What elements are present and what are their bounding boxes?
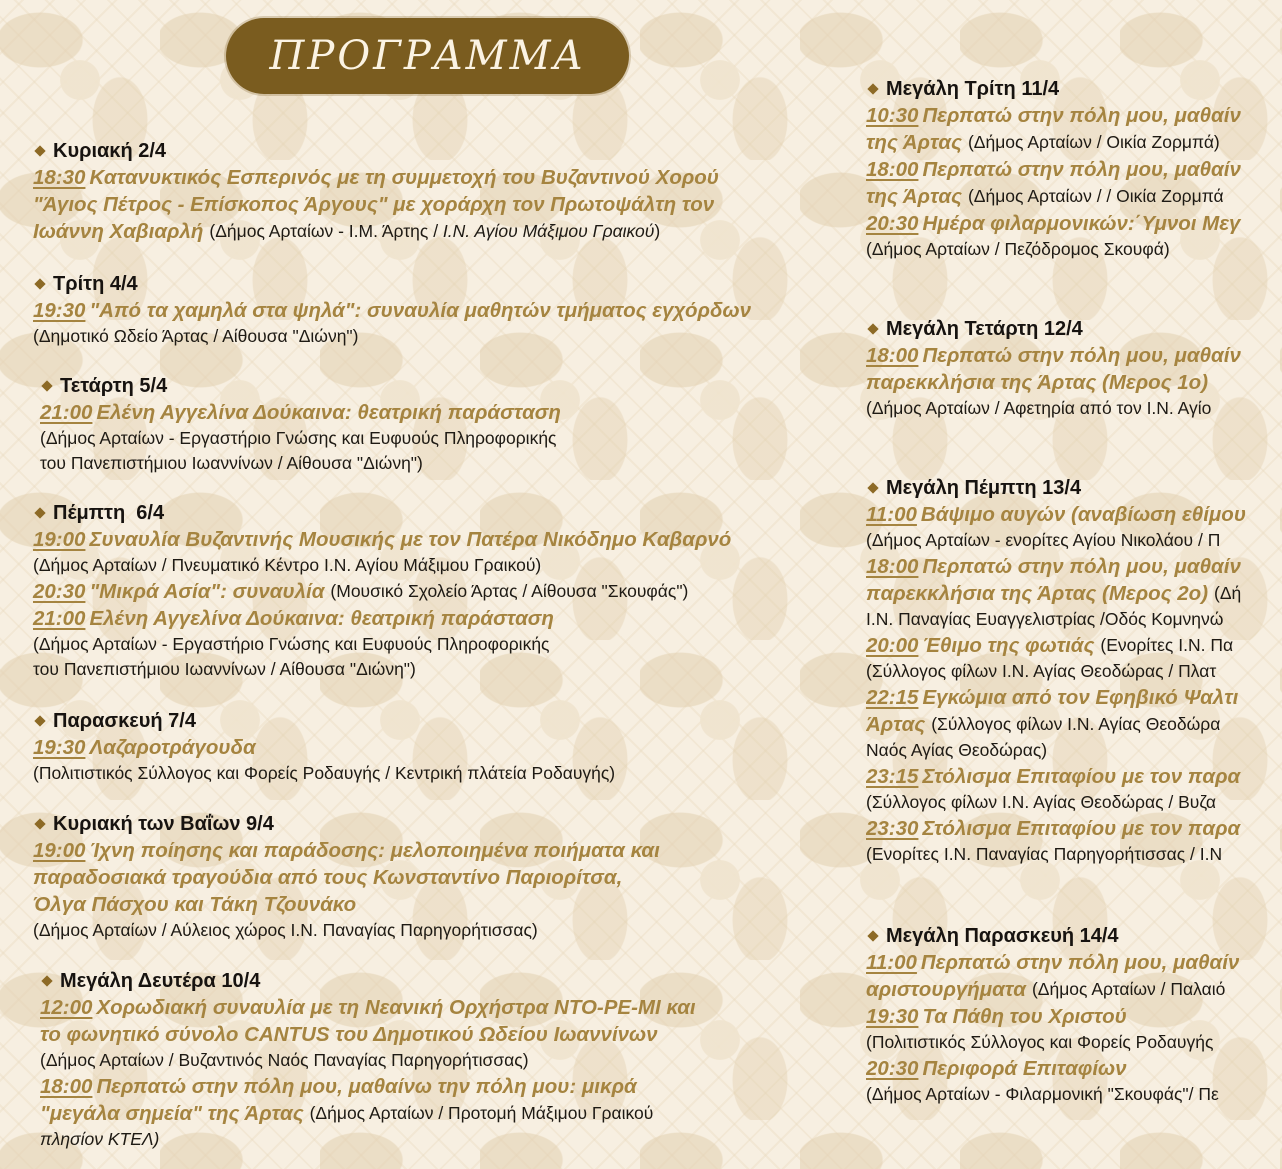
event-organizer-line xyxy=(866,237,1241,262)
day-holy-friday-14-4 xyxy=(866,923,1239,1107)
event-line xyxy=(866,632,1246,659)
event-time: 18:30 xyxy=(33,165,86,189)
day-header xyxy=(33,500,731,526)
event-organizer-line xyxy=(40,1048,696,1073)
day-title: Μεγάλη Τρίτη 11/4 xyxy=(886,77,1060,100)
day-header xyxy=(40,373,561,399)
day-title: Τετάρτη 5/4 xyxy=(60,374,168,397)
event-title: Στόλισμα Επιταφίου με τον παρα xyxy=(922,816,1241,840)
event-organizer: (Δήμος Αρταίων / Παλαιό xyxy=(1031,979,1226,999)
day-title: Μεγάλη Τετάρτη 12/4 xyxy=(886,317,1083,340)
event-line xyxy=(866,129,1241,156)
event-time: 23:15 xyxy=(866,764,919,788)
event-organizer: (Δήμος Αρταίων - Φιλαρμονική "Σκουφάς"/ Πε xyxy=(866,1084,1219,1104)
event-title-cont: Άρτας xyxy=(866,712,926,736)
event-title: Περιφορά Επιταφίων xyxy=(922,1056,1127,1080)
day-header xyxy=(33,708,615,734)
event-line xyxy=(33,891,660,918)
event-organizer: (Δήμος Αρταίων - Εργαστήριο Γνώσης και Ευφυούς Πληροφορικής xyxy=(40,428,557,448)
event-organizer: (Δήμος Αρταίων / Πνευματικό Κέντρο Ι.Ν. Αγίου Μάξιμου Γραικού) xyxy=(33,555,542,575)
event-line xyxy=(866,949,1239,976)
event-organizer: (Δήμος Αρταίων / Αφετηρία από τον Ι.Ν. Αγίο xyxy=(866,398,1212,418)
event-organizer: πλησίον ΚΤΕΛ) xyxy=(40,1129,160,1149)
day-friday-7-4 xyxy=(33,708,615,786)
event-line xyxy=(866,1003,1239,1030)
event-organizer: (Ενορίτες Ι.Ν. Πα xyxy=(1100,635,1234,655)
event-time: 18:00 xyxy=(866,554,919,578)
event-organizer-line xyxy=(33,761,615,786)
event-organizer-line xyxy=(866,1030,1239,1055)
event-title-cont: παρεκκλήσια της Άρτας (Μερος 2ο) xyxy=(866,581,1209,605)
day-header xyxy=(40,968,696,994)
event-line xyxy=(33,164,719,191)
event-organizer: (Δημοτικό Ωδείο Άρτας / Αίθουσα "Διώνη") xyxy=(33,326,359,346)
event-organizer: (Δήμος Αρταίων / Οικία Ζορμπά) xyxy=(967,132,1220,152)
diamond-bullet-icon xyxy=(867,83,878,94)
event-organizer-line xyxy=(866,842,1246,867)
event-time: 20:30 xyxy=(33,579,86,603)
day-title: Μεγάλη Παρασκευή 14/4 xyxy=(886,924,1119,947)
event-organizer-line xyxy=(866,528,1246,553)
event-title: Περπατώ στην πόλη μου, μαθαίν xyxy=(922,157,1241,181)
day-sunday-2-4 xyxy=(33,138,719,245)
day-title: Μεγάλη Πέμπτη 13/4 xyxy=(886,476,1082,499)
event-time: 23:30 xyxy=(866,816,919,840)
event-line xyxy=(33,578,731,605)
event-time: 19:30 xyxy=(33,735,86,759)
event-organizer: (Σύλλογος φίλων Ι.Ν. Αγίας Θεοδώρας / Βυζα xyxy=(866,792,1217,812)
organizer-part: (Δήμος Αρταίων - Ι.Μ. Άρτης / xyxy=(209,221,443,241)
event-organizer: του Πανεπιστήμιου Ιωαννίνων / Αίθουσα "Διώνη") xyxy=(33,659,416,679)
event-line xyxy=(33,526,731,553)
event-organizer-line xyxy=(33,632,731,657)
event-title-cont: το φωνητικό σύνολο CANTUS του Δημοτικού Ωδείου Ιωαννίνων xyxy=(40,1022,658,1046)
event-time: 22:15 xyxy=(866,685,919,709)
event-organizer: (Δήμος Αρταίων / Βυζαντινός Ναός Παναγίας Παρηγορήτισσας) xyxy=(40,1050,529,1070)
event-line xyxy=(866,763,1246,790)
diamond-bullet-icon xyxy=(34,145,45,156)
day-header xyxy=(866,76,1241,102)
event-line xyxy=(33,837,660,864)
event-organizer-line xyxy=(40,1127,696,1152)
day-title: Κυριακή 2/4 xyxy=(53,139,167,162)
event-line xyxy=(866,210,1241,237)
event-time: 12:00 xyxy=(40,995,93,1019)
event-organizer-line xyxy=(866,659,1246,684)
event-line xyxy=(866,369,1241,396)
event-line xyxy=(866,976,1239,1003)
event-title: "Από τα χαμηλά στα ψηλά": συναυλία μαθητών τμήματος εγχόρδων xyxy=(89,298,751,322)
event-time: 11:00 xyxy=(866,502,917,526)
event-organizer: Ι.Ν. Παναγίας Ευαγγελιστρίας /Οδός Κομνηνώ xyxy=(866,609,1224,629)
event-time: 18:00 xyxy=(866,343,919,367)
event-time: 11:00 xyxy=(866,950,917,974)
day-holy-tuesday-11-4 xyxy=(866,76,1241,262)
day-thursday-6-4 xyxy=(33,500,731,682)
event-organizer: Ναός Αγίας Θεοδώρας) xyxy=(866,740,1048,760)
event-organizer-line xyxy=(866,790,1246,815)
event-time: 19:00 xyxy=(33,838,86,862)
event-title: Βάψιμο αυγών (αναβίωση εθίμου xyxy=(920,502,1246,526)
event-organizer: (Δήμος Αρταίων / Προτομή Μάξιμου Γραικού xyxy=(309,1103,654,1123)
diamond-bullet-icon xyxy=(867,323,878,334)
event-organizer xyxy=(209,221,660,242)
day-title: Παρασκευή 7/4 xyxy=(53,709,196,732)
event-title: Περπατώ στην πόλη μου, μαθαίν xyxy=(922,103,1241,127)
diamond-bullet-icon xyxy=(867,930,878,941)
event-title-cont: της Άρτας xyxy=(866,130,962,154)
event-title: Κατανυκτικός Εσπερινός με τη συμμετοχή του Βυζαντινού Χορού xyxy=(89,165,719,189)
event-title: Ημέρα φιλαρμονικών:΄Υμνοι Μεγ xyxy=(922,211,1241,235)
event-line xyxy=(866,156,1241,183)
event-line xyxy=(40,994,696,1021)
event-title-cont: Όλγα Πάσχου και Τάκη Τζουνάκο xyxy=(33,892,357,916)
event-title-cont: "μεγάλα σημεία" της Άρτας xyxy=(40,1101,304,1125)
event-organizer-line xyxy=(33,918,660,943)
event-time: 20:30 xyxy=(866,211,919,235)
diamond-bullet-icon xyxy=(41,975,52,986)
day-title: Τρίτη 4/4 xyxy=(53,272,138,295)
day-holy-thursday-13-4 xyxy=(866,475,1246,867)
organizer-part: ) xyxy=(654,221,661,241)
event-line xyxy=(33,297,751,324)
event-time: 19:30 xyxy=(866,1004,919,1028)
event-time: 19:30 xyxy=(33,298,86,322)
diamond-bullet-icon xyxy=(867,482,878,493)
event-time: 21:00 xyxy=(40,400,93,424)
day-holy-wednesday-12-4 xyxy=(866,316,1241,421)
event-organizer-line xyxy=(866,607,1246,632)
event-line xyxy=(33,734,615,761)
event-title: Ελένη Αγγελίνα Δούκαινα: θεατρική παράσταση xyxy=(96,400,561,424)
event-time: 19:00 xyxy=(33,527,86,551)
event-organizer: του Πανεπιστήμιου Ιωαννίνων / Αίθουσα "Διώνη") xyxy=(40,453,423,473)
event-line xyxy=(866,580,1246,607)
event-title: "Μικρά Ασία": συναυλία xyxy=(89,579,325,603)
page-title: ΠΡΟΓΡΑΜΜΑ xyxy=(269,33,586,79)
event-line xyxy=(866,711,1246,738)
event-organizer: (Μουσικό Σχολείο Άρτας / Αίθουσα "Σκουφάς") xyxy=(330,581,689,601)
event-line xyxy=(33,605,731,632)
event-time: 20:30 xyxy=(866,1056,919,1080)
event-line xyxy=(866,553,1246,580)
event-line xyxy=(866,342,1241,369)
day-header xyxy=(866,923,1239,949)
event-title-cont: "Άγιος Πέτρος - Επίσκοπος Άργους" με χοράρχη τον Πρωτοψάλτη τον xyxy=(33,192,715,216)
event-organizer: (Πολιτιστικός Σύλλογος και Φορείς Ροδαυγής xyxy=(866,1032,1214,1052)
day-title: Μεγάλη Δευτέρα 10/4 xyxy=(60,969,261,992)
day-header xyxy=(33,271,751,297)
event-organizer-line xyxy=(866,1082,1239,1107)
event-title: Ελένη Αγγελίνα Δούκαινα: θεατρική παράσταση xyxy=(89,606,554,630)
event-title-cont: παραδοσιακά τραγούδια από τους Κωνσταντίνο Παριορίτσα, xyxy=(33,865,623,889)
event-organizer: (Δή xyxy=(1214,583,1242,603)
event-time: 20:00 xyxy=(866,633,919,657)
event-title-cont: της Άρτας xyxy=(866,184,962,208)
day-header xyxy=(866,316,1241,342)
day-title: Κυριακή των Βαΐων 9/4 xyxy=(53,812,274,835)
event-line xyxy=(866,183,1241,210)
event-line xyxy=(33,218,719,245)
organizer-part: Ι.Ν. Αγίου Μάξιμου Γραικού xyxy=(442,221,655,241)
event-line xyxy=(40,1100,696,1127)
event-organizer: (Δήμος Αρταίων - Εργαστήριο Γνώσης και Ευφυούς Πληροφορικής xyxy=(33,634,550,654)
event-organizer-line xyxy=(33,553,731,578)
page-title-banner xyxy=(226,18,629,94)
event-time: 18:00 xyxy=(866,157,919,181)
event-organizer: (Δήμος Αρταίων / Πεζόδρομος Σκουφά) xyxy=(866,239,1170,259)
day-header xyxy=(33,138,719,164)
event-time: 18:00 xyxy=(40,1074,93,1098)
event-line xyxy=(866,684,1246,711)
event-title: Περπατώ στην πόλη μου, μαθαίν xyxy=(922,554,1241,578)
event-organizer-line xyxy=(33,324,751,349)
event-title: Έθιμο της φωτιάς xyxy=(922,633,1095,657)
event-organizer-line xyxy=(33,657,731,682)
event-organizer: (Σύλλογος φίλων Ι.Ν. Αγίας Θεοδώρας / Πλατ xyxy=(866,661,1217,681)
event-line xyxy=(40,1073,696,1100)
event-title: Ίχνη ποίησης και παράδοσης: μελοποιημένα ποιήματα και xyxy=(89,838,660,862)
event-organizer-line xyxy=(40,451,561,476)
event-title: Συναυλία Βυζαντινής Μουσικής με τον Πατέρα Νικόδημο Καβαρνό xyxy=(89,527,732,551)
event-line xyxy=(33,191,719,218)
diamond-bullet-icon xyxy=(34,818,45,829)
event-line xyxy=(866,1055,1239,1082)
event-organizer: (Σύλλογος φίλων Ι.Ν. Αγίας Θεοδώρα xyxy=(931,714,1221,734)
event-title: Στόλισμα Επιταφίου με τον παρα xyxy=(922,764,1241,788)
day-title: Πέμπτη 6/4 xyxy=(53,501,165,524)
day-header xyxy=(866,475,1246,501)
diamond-bullet-icon xyxy=(41,380,52,391)
right-column xyxy=(866,76,1282,1169)
event-time: 21:00 xyxy=(33,606,86,630)
day-header xyxy=(33,811,660,837)
event-title: Εγκώμια από τον Εφηβικό Ψαλτι xyxy=(922,685,1239,709)
event-title: Περπατώ στην πόλη μου, μαθαίνω την πόλη μου: μικρά xyxy=(96,1074,637,1098)
event-line xyxy=(866,102,1241,129)
event-title: Λαζαροτράγουδα xyxy=(89,735,256,759)
event-line xyxy=(866,815,1246,842)
event-organizer: (Δήμος Αρταίων / Αύλειος χώρος Ι.Ν. Παναγίας Παρηγορήτισσας) xyxy=(33,920,538,940)
event-organizer-line xyxy=(866,738,1246,763)
event-line xyxy=(40,1021,696,1048)
diamond-bullet-icon xyxy=(34,507,45,518)
day-tuesday-4-4 xyxy=(33,271,751,349)
event-organizer-line xyxy=(866,396,1241,421)
event-title: Περπατώ στην πόλη μου, μαθαίν xyxy=(920,950,1240,974)
event-line xyxy=(866,501,1246,528)
day-holy-monday-10-4 xyxy=(40,968,696,1152)
event-organizer: (Δήμος Αρταίων / / Οικία Ζορμπά xyxy=(967,186,1224,206)
event-organizer: (Πολιτιστικός Σύλλογος και Φορείς Ροδαυγής / Κεντρική πλάτεία Ροδαυγής) xyxy=(33,763,616,783)
event-title-cont: Ιωάννη Χαβιαρλή xyxy=(33,219,204,243)
event-time: 10:30 xyxy=(866,103,919,127)
event-title: Τα Πάθη του Χριστού xyxy=(922,1004,1127,1028)
event-organizer: (Δήμος Αρταίων - ενορίτες Αγίου Νικολάου / Π xyxy=(866,530,1221,550)
event-title-cont: παρεκκλήσια της Άρτας (Μερος 1ο) xyxy=(866,370,1209,394)
event-title: Χορωδιακή συναυλία με τη Νεανική Ορχήστρα ΝΤΟ-ΡΕ-ΜΙ και xyxy=(96,995,696,1019)
day-palm-sunday-9-4 xyxy=(33,811,660,943)
event-organizer: (Ενορίτες Ι.Ν. Παναγίας Παρηγορήτισσας / Ι.Ν xyxy=(866,844,1223,864)
event-organizer-line xyxy=(40,426,561,451)
event-line xyxy=(40,399,561,426)
diamond-bullet-icon xyxy=(34,715,45,726)
day-wednesday-5-4 xyxy=(40,373,561,476)
event-title: Περπατώ στην πόλη μου, μαθαίν xyxy=(922,343,1241,367)
event-line xyxy=(33,864,660,891)
diamond-bullet-icon xyxy=(34,278,45,289)
event-title-cont: αριστουργήματα xyxy=(866,977,1026,1001)
